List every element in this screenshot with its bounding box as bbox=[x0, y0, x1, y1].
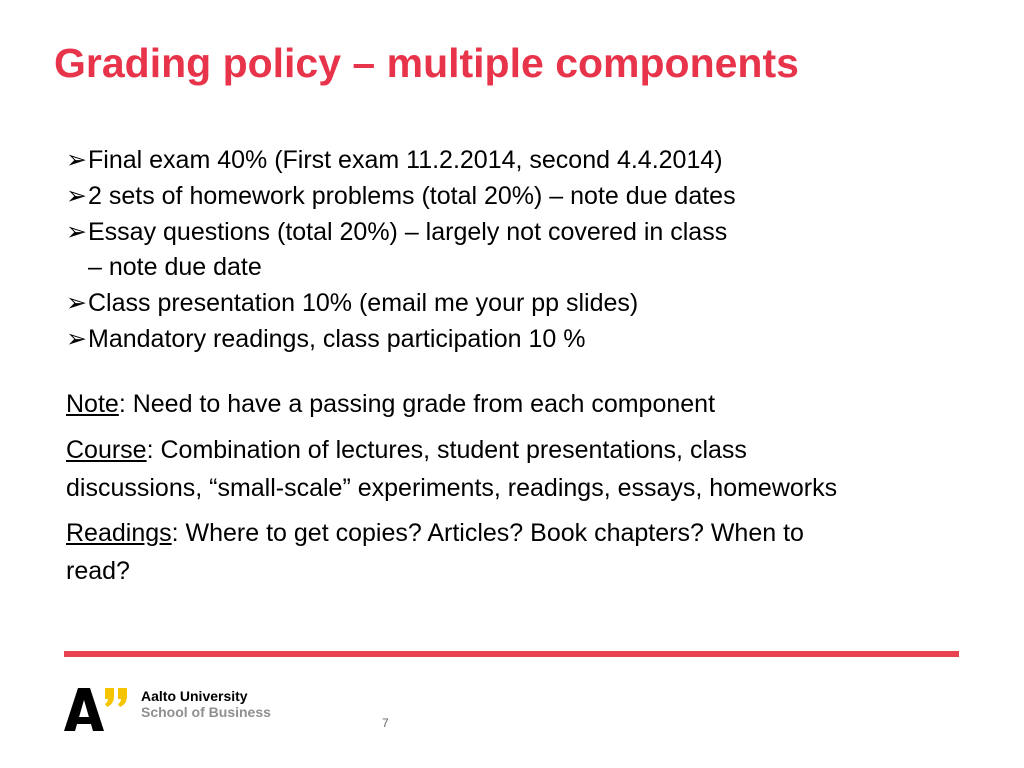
arrow-bullet-icon: ➢ bbox=[66, 146, 87, 174]
logo-university-name: Aalto University bbox=[141, 688, 248, 704]
aalto-logo-icon bbox=[64, 688, 134, 733]
bullet-item: ➢Final exam 40% (First exam 11.2.2014, second 4.4.2014) bbox=[66, 143, 736, 179]
arrow-bullet-icon: ➢ bbox=[66, 217, 87, 246]
bullet-continuation: – note due date bbox=[88, 253, 262, 282]
course-paragraph: Course: Combination of lectures, student presentations, class discussions, “small-scale” experiments, readings, essays, homeworks bbox=[66, 436, 838, 502]
bullet-item: ➢Essay questions (total 20%) – largely not covered in class bbox=[66, 215, 736, 251]
arrow-bullet-icon: ➢ bbox=[66, 289, 87, 318]
arrow-bullet-icon: ➢ bbox=[66, 324, 87, 353]
bullet-list bbox=[66, 143, 736, 358]
arrow-bullet-icon: ➢ bbox=[66, 181, 87, 210]
note-paragraph: Note: Need to have a passing grade from each component bbox=[66, 390, 716, 418]
readings-paragraph: Readings: Where to get copies? Articles? Book chapters? When to read? bbox=[66, 519, 804, 585]
footer-divider bbox=[64, 651, 959, 657]
logo-school-name: School of Business bbox=[141, 704, 271, 720]
bullet-item: ➢2 sets of homework problems (total 20%) – note due dates bbox=[66, 179, 736, 215]
page-number: 7 bbox=[382, 716, 389, 730]
bullet-item: ➢Class presentation 10% (email me your pp slides) bbox=[66, 286, 736, 322]
bullet-item: ➢Mandatory readings, class participation 10 % bbox=[66, 322, 736, 358]
slide-title: Grading policy – multiple components bbox=[54, 40, 799, 86]
